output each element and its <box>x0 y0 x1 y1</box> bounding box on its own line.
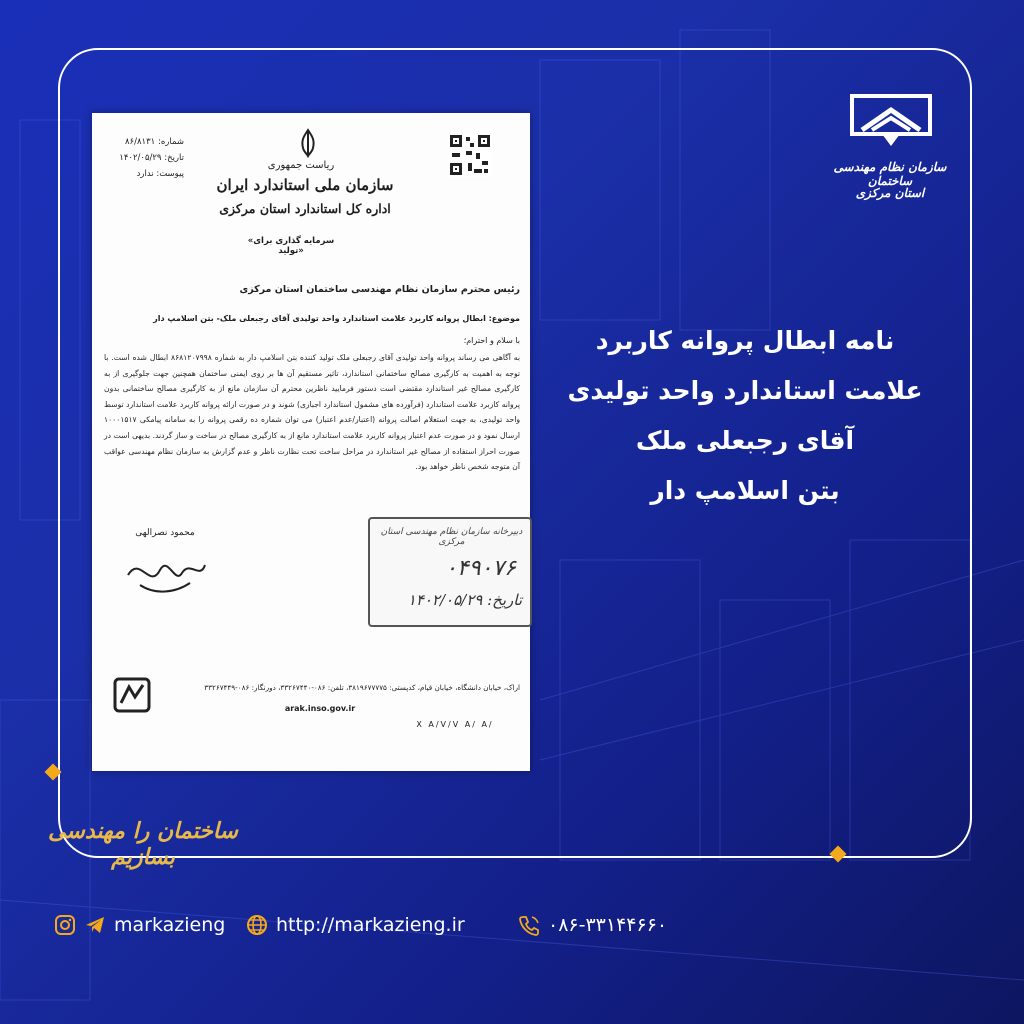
post-title <box>540 316 950 516</box>
stamp-date: تاریخ: ۱۴۰۲/۰۵/۲۹ <box>407 591 522 609</box>
letter-number: شماره: ۸۶/۸۱۳۱ <box>124 137 184 147</box>
title-line-1: نامه ابطال پروانه کاربرد <box>595 326 895 355</box>
letter-attachment: پیوست: ندارد <box>136 169 184 179</box>
letter-address: اراک، خیابان دانشگاه، خیابان قیام، کدپستی: ۳۸۱۹۶۷۷۷۷۵، تلفن: ۰۸۶-۳۳۲۶۷۴۴۰، دورنگار: ۰۸۶-۳۳۲۶۷۴۴۹ <box>204 683 520 692</box>
letter-header-presidency: ریاست جمهوری <box>267 160 335 171</box>
stamp-number: ۰۴۹۰۷۶ <box>445 556 516 581</box>
contact-bar <box>0 914 1024 946</box>
website-url: http://markazieng.ir <box>276 914 465 936</box>
logo-text-line1: سازمان نظام مهندسی ساختمان <box>833 160 947 188</box>
iso-logo-icon <box>113 677 151 713</box>
phone-contact[interactable] <box>518 914 667 936</box>
letter-body: به آگاهی می رساند پروانه واحد تولیدی آقای رجبعلی ملک تولید کننده بتن اسلامپ دار به شماره ۸۶۸۱۲۰۷۹۹۸ ابطال شده است. با توجه به اهمیت به کارگیری مصالح ساختمانی استاندارد، تاثیر مستقیم آن ها بر روی ایمنی ساختمان همچنین جهت جلوگیری از به کارگیری مصالح غیر استاندارد مقتضی است دستور فرمایید ناظرین محترم آن سازمان مانع از به کارگیری مصالح ساختمانی بدون پروانه کاربرد علامت استاندارد (فرآورده های مشمول استاندارد اجباری) شوند و در صورت ارائه پروانه کاربرد علامت استاندارد توسط واحد تولیدی، به جهت استعلام اصالت پروانه (اعتبار/عدم اعتبار) می توان شماره ده رقمی پروانه را به سامانه پیامکی ۱۰۰۰۱۵۱۷ ارسال نمود و در صورت عدم اعتبار پروانه کاربرد علامت استاندارد مانع از به کارگیری مصالح در ساخت و ساز گردند. بدیهی است در صورت احراز استفاده از مصالح غیر استاندارد در مراحل ساخت تحت نظارت ناظر و عدم گزارش به سازمان نظام مهندسی عواقب آن متوجه شخص ناظر خواهد بود. <box>104 353 520 472</box>
website-contact[interactable] <box>246 914 465 936</box>
social-contact[interactable] <box>54 914 225 936</box>
signature-name: محمود نصرالهی <box>135 528 195 538</box>
letter-date: تاریخ: ۱۴۰۲/۰۵/۲۹ <box>119 153 184 163</box>
brand-slogan: ساختمان را مهندسی بسازیم <box>48 818 238 870</box>
logo-text-line2: استان مرکزی <box>855 186 925 200</box>
phone-number: ۰۸۶-۳۳۱۴۴۶۶۰ <box>548 914 668 936</box>
letter-code: X A/V/V A/ A/ <box>416 720 494 729</box>
reception-stamp <box>368 517 532 627</box>
globe-icon <box>246 914 268 936</box>
letter-slogan: «سرمایه گذاری برای تولید» <box>247 236 335 256</box>
title-line-2: علامت استاندارد واحد تولیدی <box>567 376 923 405</box>
signature-scribble <box>120 545 210 600</box>
iran-emblem-icon <box>295 128 321 158</box>
organization-logo-icon <box>848 92 934 150</box>
letter-meta <box>104 134 184 182</box>
letter-greeting: با سلام و احترام؛ <box>463 336 520 345</box>
title-line-4: بتن اسلامپ دار <box>650 476 840 505</box>
stamp-header: دبیرخانه سازمان نظام مهندسی استان مرکزی <box>380 527 523 547</box>
letter-header-office: اداره کل استاندارد استان مرکزی <box>219 201 391 216</box>
letter-recipient: رئیس محترم سازمان نظام مهندسی ساختمان استان مرکزی <box>239 284 520 295</box>
telegram-icon <box>84 914 106 936</box>
title-line-3: آقای رجبعلی ملک <box>635 426 855 455</box>
letter-url: arak.inso.gov.ir <box>284 704 356 713</box>
instagram-icon <box>54 914 76 936</box>
qr-code-icon <box>448 133 492 177</box>
social-handle: markazieng <box>114 914 226 936</box>
letter-header-organization: سازمان ملی استاندارد ایران <box>216 176 394 194</box>
letter-subject: موضوع: ابطال پروانه کاربرد علامت استاندارد واحد تولیدی آقای رجبعلی ملک- بتن اسلامپ دار <box>153 314 520 323</box>
phone-icon <box>518 914 540 936</box>
